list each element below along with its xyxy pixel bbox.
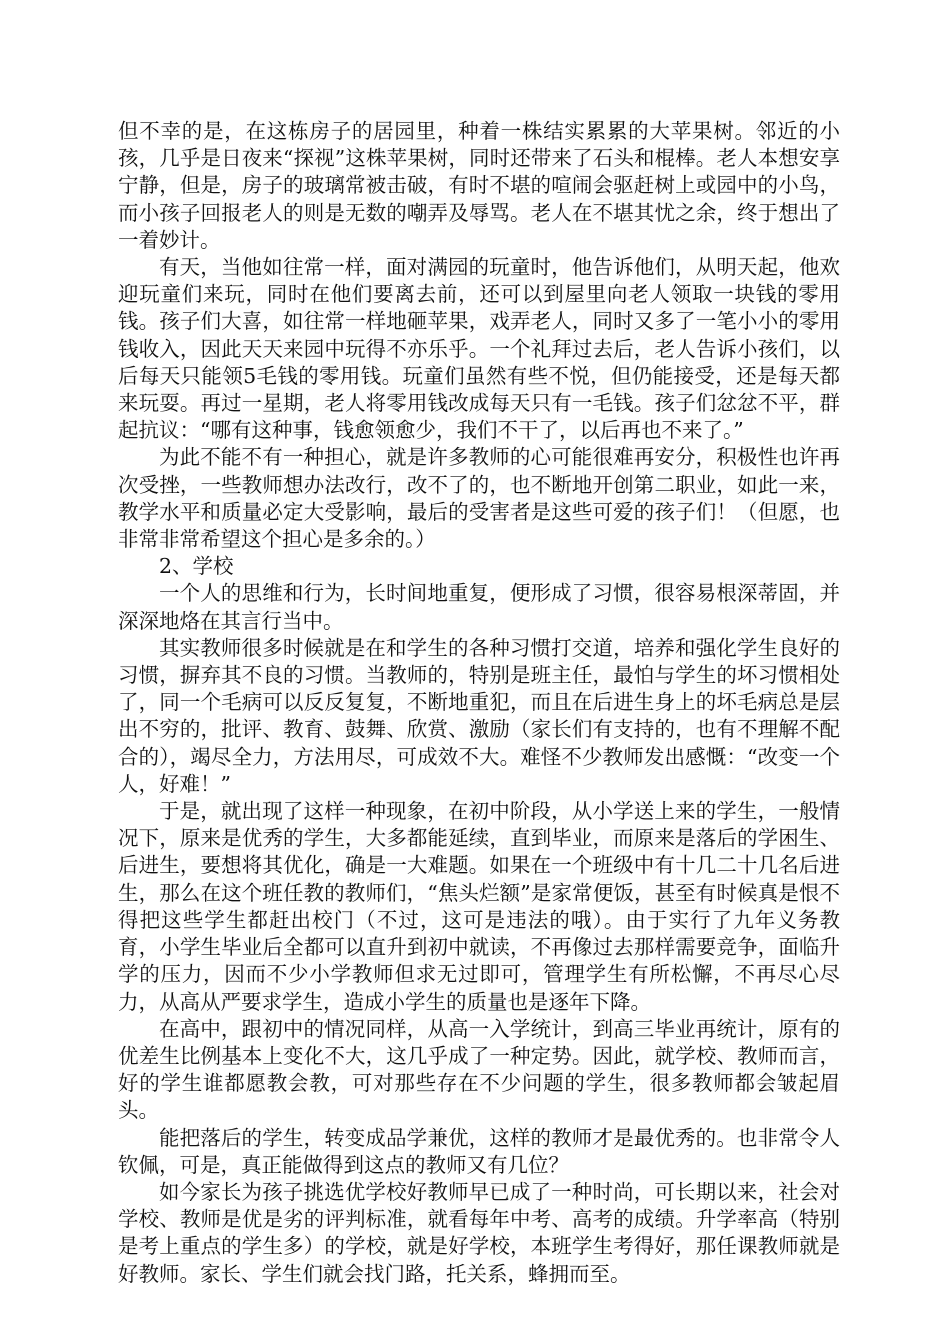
paragraph-pocket-money-plan: 有天，当他如往常一样，面对满园的玩童时，他告诉他们，从明天起，他欢迎玩童们来玩，同时在他们要离去前，还可以到屋里向老人领取一块钱的零用钱。孩子们大喜，如往常一样地砸苹果，戏弄老人，同时又多了一笔小小的零用钱收入，因此天天来园中玩得不亦乐乎。一个礼拜过去后，老人告诉小孩们，以后每天只能领5毛钱的零用钱。玩童们虽然有些不悦，但仍能接受，还是每天都来玩耍。再过一星期，老人将零用钱改成每天只有一毛钱。孩子们忿忿不平，群起抗议：“哪有这种事，钱愈领愈少，我们不干了，以后再也不来了。” <box>118 255 840 443</box>
paragraph-habits: 一个人的思维和行为，长时间地重复，便形成了习惯，很容易根深蒂固，并深深地烙在其言行当中。 <box>118 581 840 633</box>
paragraph-teacher-habits: 其实教师很多时候就是在和学生的各种习惯打交道，培养和强化学生良好的习惯，摒弃其不良的习惯。当教师的，特别是班主任，最怕与学生的坏习惯相处了，同一个毛病可以反反复复，不断地重犯，而且在后进生身上的坏毛病总是层出不穷的，批评、教育、鼓舞、欣赏、激励（家长们有支持的，也有不理解不配合的），竭尽全力，方法用尽，可成效不大。难怪不少教师发出感慨：“改变一个人，好难！” <box>118 635 840 796</box>
paragraph-parents-choice: 如今家长为孩子挑选优学校好教师早已成了一种时尚，可长期以来，社会对学校、教师是优是劣的评判标准，就看每年中考、高考的成绩。升学率高（特别是考上重点的学生多）的学校，就是好学校，本班学生考得好，那任课教师就是好教师。家长、学生们就会找门路，托关系，蜂拥而至。 <box>118 1179 840 1286</box>
document-page <box>118 118 840 1288</box>
paragraph-high-school: 在高中，跟初中的情况同样，从高一入学统计，到高三毕业再统计，原有的优差生比例基本上变化不大，这几乎成了一种定势。因此，就学校、教师而言，好的学生谁都愿教会教，可对那些存在不少问题的学生，很多教师都会皱起眉头。 <box>118 1016 840 1123</box>
paragraph-teacher-concern: 为此不能不有一种担心，就是许多教师的心可能很难再安分，积极性也许再次受挫，一些教师想办法改行，改不了的，也不断地开创第二职业，如此一来，教学水平和质量必定大受影响，最后的受害者是这些可爱的孩子们！（但愿，也非常非常希望这个担心是多余的。） <box>118 445 840 552</box>
section-heading-school: 2、学校 <box>159 554 234 579</box>
paragraph-middle-school: 于是，就出现了这样一种现象，在初中阶段，从小学送上来的学生，一般情况下，原来是优秀的学生，大多都能延续，直到毕业，而原来是落后的学困生、后进生，要想将其优化，确是一大难题。如果在一个班级中有十几二十几名后进生，那么在这个班任教的教师们，“焦头烂额”是家常便饭，甚至有时候真是恨不得把这些学生都赶出校门（不过，这可是违法的哦）。由于实行了九年义务教育，小学生毕业后全都可以直升到初中就读，不再像过去那样需要竞争，面临升学的压力，因而不少小学教师但求无过即可，管理学生有所松懈，不再尽心尽力，从高从严要求学生，造成小学生的质量也是逐年下降。 <box>118 799 840 1014</box>
paragraph-apple-tree-story: 但不幸的是，在这栋房子的居园里，种着一株结实累累的大苹果树。邻近的小孩，几乎是日夜来“探视”这株苹果树，同时还带来了石头和棍棒。老人本想安享宁静，但是，房子的玻璃常被击破，有时不堪的喧闹会驱赶树上或园中的小鸟，而小孩子回报老人的则是无数的嘲弄及辱骂。老人在不堪其忧之余，终于想出了一着妙计。 <box>118 119 840 252</box>
paragraph-excellent-teacher: 能把落后的学生，转变成品学兼优，这样的教师才是最优秀的。也非常令人钦佩，可是，真正能做得到这点的教师又有几位？ <box>118 1125 840 1177</box>
